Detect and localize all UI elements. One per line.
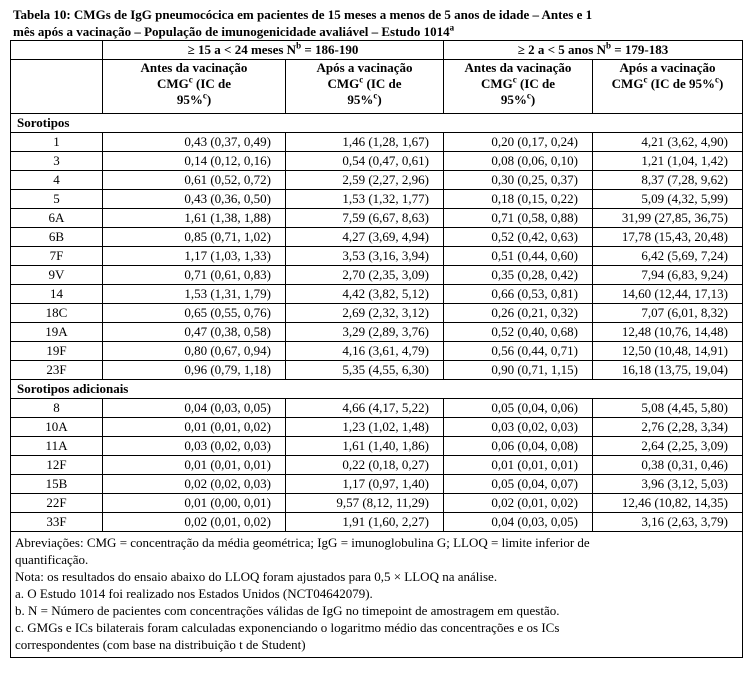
value-cell: 0,52 (0,40, 0,68) — [444, 323, 593, 342]
value-cell: 7,07 (6,01, 8,32) — [593, 304, 743, 323]
table-row — [11, 437, 743, 456]
value-cell: 2,59 (2,27, 2,96) — [286, 171, 444, 190]
table-row — [11, 475, 743, 494]
footnote-b: b. N = Número de pacientes com concentrações válidas de IgG no timepoint de amostragem em questão. — [15, 603, 560, 618]
serotype-cell: 6B — [11, 228, 103, 247]
value-cell: 0,71 (0,58, 0,88) — [444, 209, 593, 228]
header-group-15-24-months: ≥ 15 a < 24 meses $N^b = 186-190$ — [103, 41, 444, 60]
value-cell: 2,70 (2,35, 3,09) — [286, 266, 444, 285]
footnote-c-cont: correspondentes (com base na distribuição t de Student) — [15, 637, 306, 652]
table-row — [11, 152, 743, 171]
value-cell: 0,47 (0,38, 0,58) — [103, 323, 286, 342]
footnote-a: a. O Estudo 1014 foi realizado nos Estados Unidos (NCT04642079). — [15, 586, 373, 601]
value-cell: 1,61 (1,38, 1,88) — [103, 209, 286, 228]
title-line-1: Tabela 10: CMGs de IgG pneumocócica em pacientes de 15 meses a menos de 5 anos de idade – Antes e 1 — [13, 7, 593, 22]
section-label: Sorotipos adicionais — [11, 380, 743, 399]
value-cell: 4,16 (3,61, 4,79) — [286, 342, 444, 361]
value-cell: 2,69 (2,32, 3,12) — [286, 304, 444, 323]
footnote-nota: Nota: os resultados do ensaio abaixo do LLOQ foram ajustados para 0,5 × LLOQ na análise. — [15, 569, 498, 584]
value-cell: 0,66 (0,53, 0,81) — [444, 285, 593, 304]
value-cell: 0,05 (0,04, 0,07) — [444, 475, 593, 494]
value-cell: 0,26 (0,21, 0,32) — [444, 304, 593, 323]
header-row-groups — [11, 41, 743, 60]
value-cell: 1,23 (1,02, 1,48) — [286, 418, 444, 437]
serotype-cell: 6A — [11, 209, 103, 228]
value-cell: 12,48 (10,76, 14,48) — [593, 323, 743, 342]
footnotes-row — [11, 532, 743, 658]
footnote-abbreviations-cont: quantificação. — [15, 552, 89, 567]
value-cell: 1,91 (1,60, 2,27) — [286, 513, 444, 532]
value-cell: 0,01 (0,01, 0,01) — [103, 456, 286, 475]
value-cell: 0,04 (0,03, 0,05) — [103, 399, 286, 418]
table-row — [11, 456, 743, 475]
value-cell: 12,46 (10,82, 14,35) — [593, 494, 743, 513]
value-cell: 2,76 (2,28, 3,34) — [593, 418, 743, 437]
value-cell: 17,78 (15,43, 20,48) — [593, 228, 743, 247]
serotype-cell: 8 — [11, 399, 103, 418]
header-before-vaccination-2: Antes da vacinação CMG$^c$ (IC de 95%$^c$) — [444, 60, 593, 114]
table-row — [11, 171, 743, 190]
value-cell: 0,05 (0,04, 0,06) — [444, 399, 593, 418]
serotype-cell: 19A — [11, 323, 103, 342]
document-page — [10, 6, 742, 658]
value-cell: 0,80 (0,67, 0,94) — [103, 342, 286, 361]
value-cell: 0,01 (0,01, 0,02) — [103, 418, 286, 437]
table-row — [11, 190, 743, 209]
data-table — [10, 40, 743, 658]
header-row-columns — [11, 60, 743, 114]
value-cell: 0,18 (0,15, 0,22) — [444, 190, 593, 209]
header-after-vaccination-2: Após a vacinação CMG$^c$ (IC de 95%$^c$) — [593, 60, 743, 114]
serotype-cell: 5 — [11, 190, 103, 209]
table-row — [11, 266, 743, 285]
value-cell: 4,42 (3,82, 5,12) — [286, 285, 444, 304]
value-cell: 1,61 (1,40, 1,86) — [286, 437, 444, 456]
serotype-cell: 12F — [11, 456, 103, 475]
footnote-abbreviations: Abreviações: CMG = concentração da média geométrica; IgG = imunoglobulina G; LLOQ = limite inferior de — [15, 535, 590, 550]
table-row — [11, 228, 743, 247]
header-corner — [11, 41, 103, 60]
section-row-serotypes — [11, 114, 743, 133]
table-row — [11, 323, 743, 342]
value-cell: 0,85 (0,71, 1,02) — [103, 228, 286, 247]
value-cell: 0,20 (0,17, 0,24) — [444, 133, 593, 152]
table-row — [11, 494, 743, 513]
title-line-2: mês após a vacinação – População de imunogenicidade avaliável – Estudo 1014 — [13, 24, 450, 39]
serotype-cell: 9V — [11, 266, 103, 285]
value-cell: 4,21 (3,62, 4,90) — [593, 133, 743, 152]
table-row — [11, 133, 743, 152]
value-cell: 2,64 (2,25, 3,09) — [593, 437, 743, 456]
value-cell: 0,56 (0,44, 0,71) — [444, 342, 593, 361]
value-cell: 0,51 (0,44, 0,60) — [444, 247, 593, 266]
section-label: Sorotipos — [11, 114, 743, 133]
value-cell: 0,35 (0,28, 0,42) — [444, 266, 593, 285]
value-cell: 0,61 (0,52, 0,72) — [103, 171, 286, 190]
table-row — [11, 285, 743, 304]
value-cell: 1,21 (1,04, 1,42) — [593, 152, 743, 171]
serotype-cell: 15B — [11, 475, 103, 494]
value-cell: 0,43 (0,37, 0,49) — [103, 133, 286, 152]
value-cell: 12,50 (10,48, 14,91) — [593, 342, 743, 361]
value-cell: 1,53 (1,32, 1,77) — [286, 190, 444, 209]
value-cell: 0,02 (0,01, 0,02) — [103, 513, 286, 532]
value-cell: 5,09 (4,32, 5,99) — [593, 190, 743, 209]
value-cell: 0,01 (0,01, 0,01) — [444, 456, 593, 475]
value-cell: 0,65 (0,55, 0,76) — [103, 304, 286, 323]
value-cell: 3,96 (3,12, 5,03) — [593, 475, 743, 494]
table-row — [11, 209, 743, 228]
serotype-cell: 33F — [11, 513, 103, 532]
value-cell: 0,02 (0,02, 0,03) — [103, 475, 286, 494]
value-cell: 0,01 (0,00, 0,01) — [103, 494, 286, 513]
value-cell: 0,90 (0,71, 1,15) — [444, 361, 593, 380]
value-cell: 0,71 (0,61, 0,83) — [103, 266, 286, 285]
table-row — [11, 247, 743, 266]
header-corner-2 — [11, 60, 103, 114]
table-row — [11, 513, 743, 532]
value-cell: 0,03 (0,02, 0,03) — [444, 418, 593, 437]
value-cell: 1,17 (1,03, 1,33) — [103, 247, 286, 266]
value-cell: 8,37 (7,28, 9,62) — [593, 171, 743, 190]
serotype-cell: 23F — [11, 361, 103, 380]
header-after-vaccination-1: Após a vacinação CMG$^c$ (IC de 95%$^c$) — [286, 60, 444, 114]
serotype-cell: 3 — [11, 152, 103, 171]
value-cell: 4,66 (4,17, 5,22) — [286, 399, 444, 418]
serotype-cell: 1 — [11, 133, 103, 152]
serotype-cell: 22F — [11, 494, 103, 513]
footnotes — [11, 532, 743, 658]
serotype-cell: 4 — [11, 171, 103, 190]
header-group-2-5-years: ≥ 2 a < 5 anos $N^b = 179-183$ — [444, 41, 743, 60]
value-cell: 0,03 (0,02, 0,03) — [103, 437, 286, 456]
value-cell: 0,22 (0,18, 0,27) — [286, 456, 444, 475]
value-cell: 1,46 (1,28, 1,67) — [286, 133, 444, 152]
value-cell: 9,57 (8,12, 11,29) — [286, 494, 444, 513]
value-cell: 16,18 (13,75, 19,04) — [593, 361, 743, 380]
value-cell: 0,38 (0,31, 0,46) — [593, 456, 743, 475]
value-cell: 7,94 (6,83, 9,24) — [593, 266, 743, 285]
serotype-cell: 19F — [11, 342, 103, 361]
value-cell: 0,06 (0,04, 0,08) — [444, 437, 593, 456]
table-row — [11, 304, 743, 323]
footnote-c: c. GMGs e ICs bilaterais foram calculadas exponenciando o logaritmo médio das concentrações e os ICs — [15, 620, 560, 635]
table-row — [11, 342, 743, 361]
value-cell: 0,04 (0,03, 0,05) — [444, 513, 593, 532]
value-cell: 0,54 (0,47, 0,61) — [286, 152, 444, 171]
table-title — [10, 6, 742, 40]
value-cell: 1,53 (1,31, 1,79) — [103, 285, 286, 304]
header-before-vaccination-1: Antes da vacinação CMG$^c$ (IC de 95%$^c$) — [103, 60, 286, 114]
value-cell: 5,08 (4,45, 5,80) — [593, 399, 743, 418]
value-cell: 0,02 (0,01, 0,02) — [444, 494, 593, 513]
value-cell: 4,27 (3,69, 4,94) — [286, 228, 444, 247]
value-cell: 1,17 (0,97, 1,40) — [286, 475, 444, 494]
serotype-cell: 18C — [11, 304, 103, 323]
serotype-cell: 11A — [11, 437, 103, 456]
value-cell: 3,53 (3,16, 3,94) — [286, 247, 444, 266]
table-row — [11, 399, 743, 418]
serotype-cell: 10A — [11, 418, 103, 437]
table-row — [11, 361, 743, 380]
value-cell: 6,42 (5,69, 7,24) — [593, 247, 743, 266]
serotype-cell: 14 — [11, 285, 103, 304]
title-superscript: a — [449, 22, 455, 33]
serotype-cell: 7F — [11, 247, 103, 266]
value-cell: 0,52 (0,42, 0,63) — [444, 228, 593, 247]
value-cell: 0,30 (0,25, 0,37) — [444, 171, 593, 190]
value-cell: 0,43 (0,36, 0,50) — [103, 190, 286, 209]
value-cell: 3,29 (2,89, 3,76) — [286, 323, 444, 342]
value-cell: 0,14 (0,12, 0,16) — [103, 152, 286, 171]
value-cell: 3,16 (2,63, 3,79) — [593, 513, 743, 532]
value-cell: 0,96 (0,79, 1,18) — [103, 361, 286, 380]
table-row — [11, 418, 743, 437]
value-cell: 7,59 (6,67, 8,63) — [286, 209, 444, 228]
value-cell: 5,35 (4,55, 6,30) — [286, 361, 444, 380]
value-cell: 0,08 (0,06, 0,10) — [444, 152, 593, 171]
value-cell: 14,60 (12,44, 17,13) — [593, 285, 743, 304]
section-row-additional-serotypes — [11, 380, 743, 399]
value-cell: 31,99 (27,85, 36,75) — [593, 209, 743, 228]
